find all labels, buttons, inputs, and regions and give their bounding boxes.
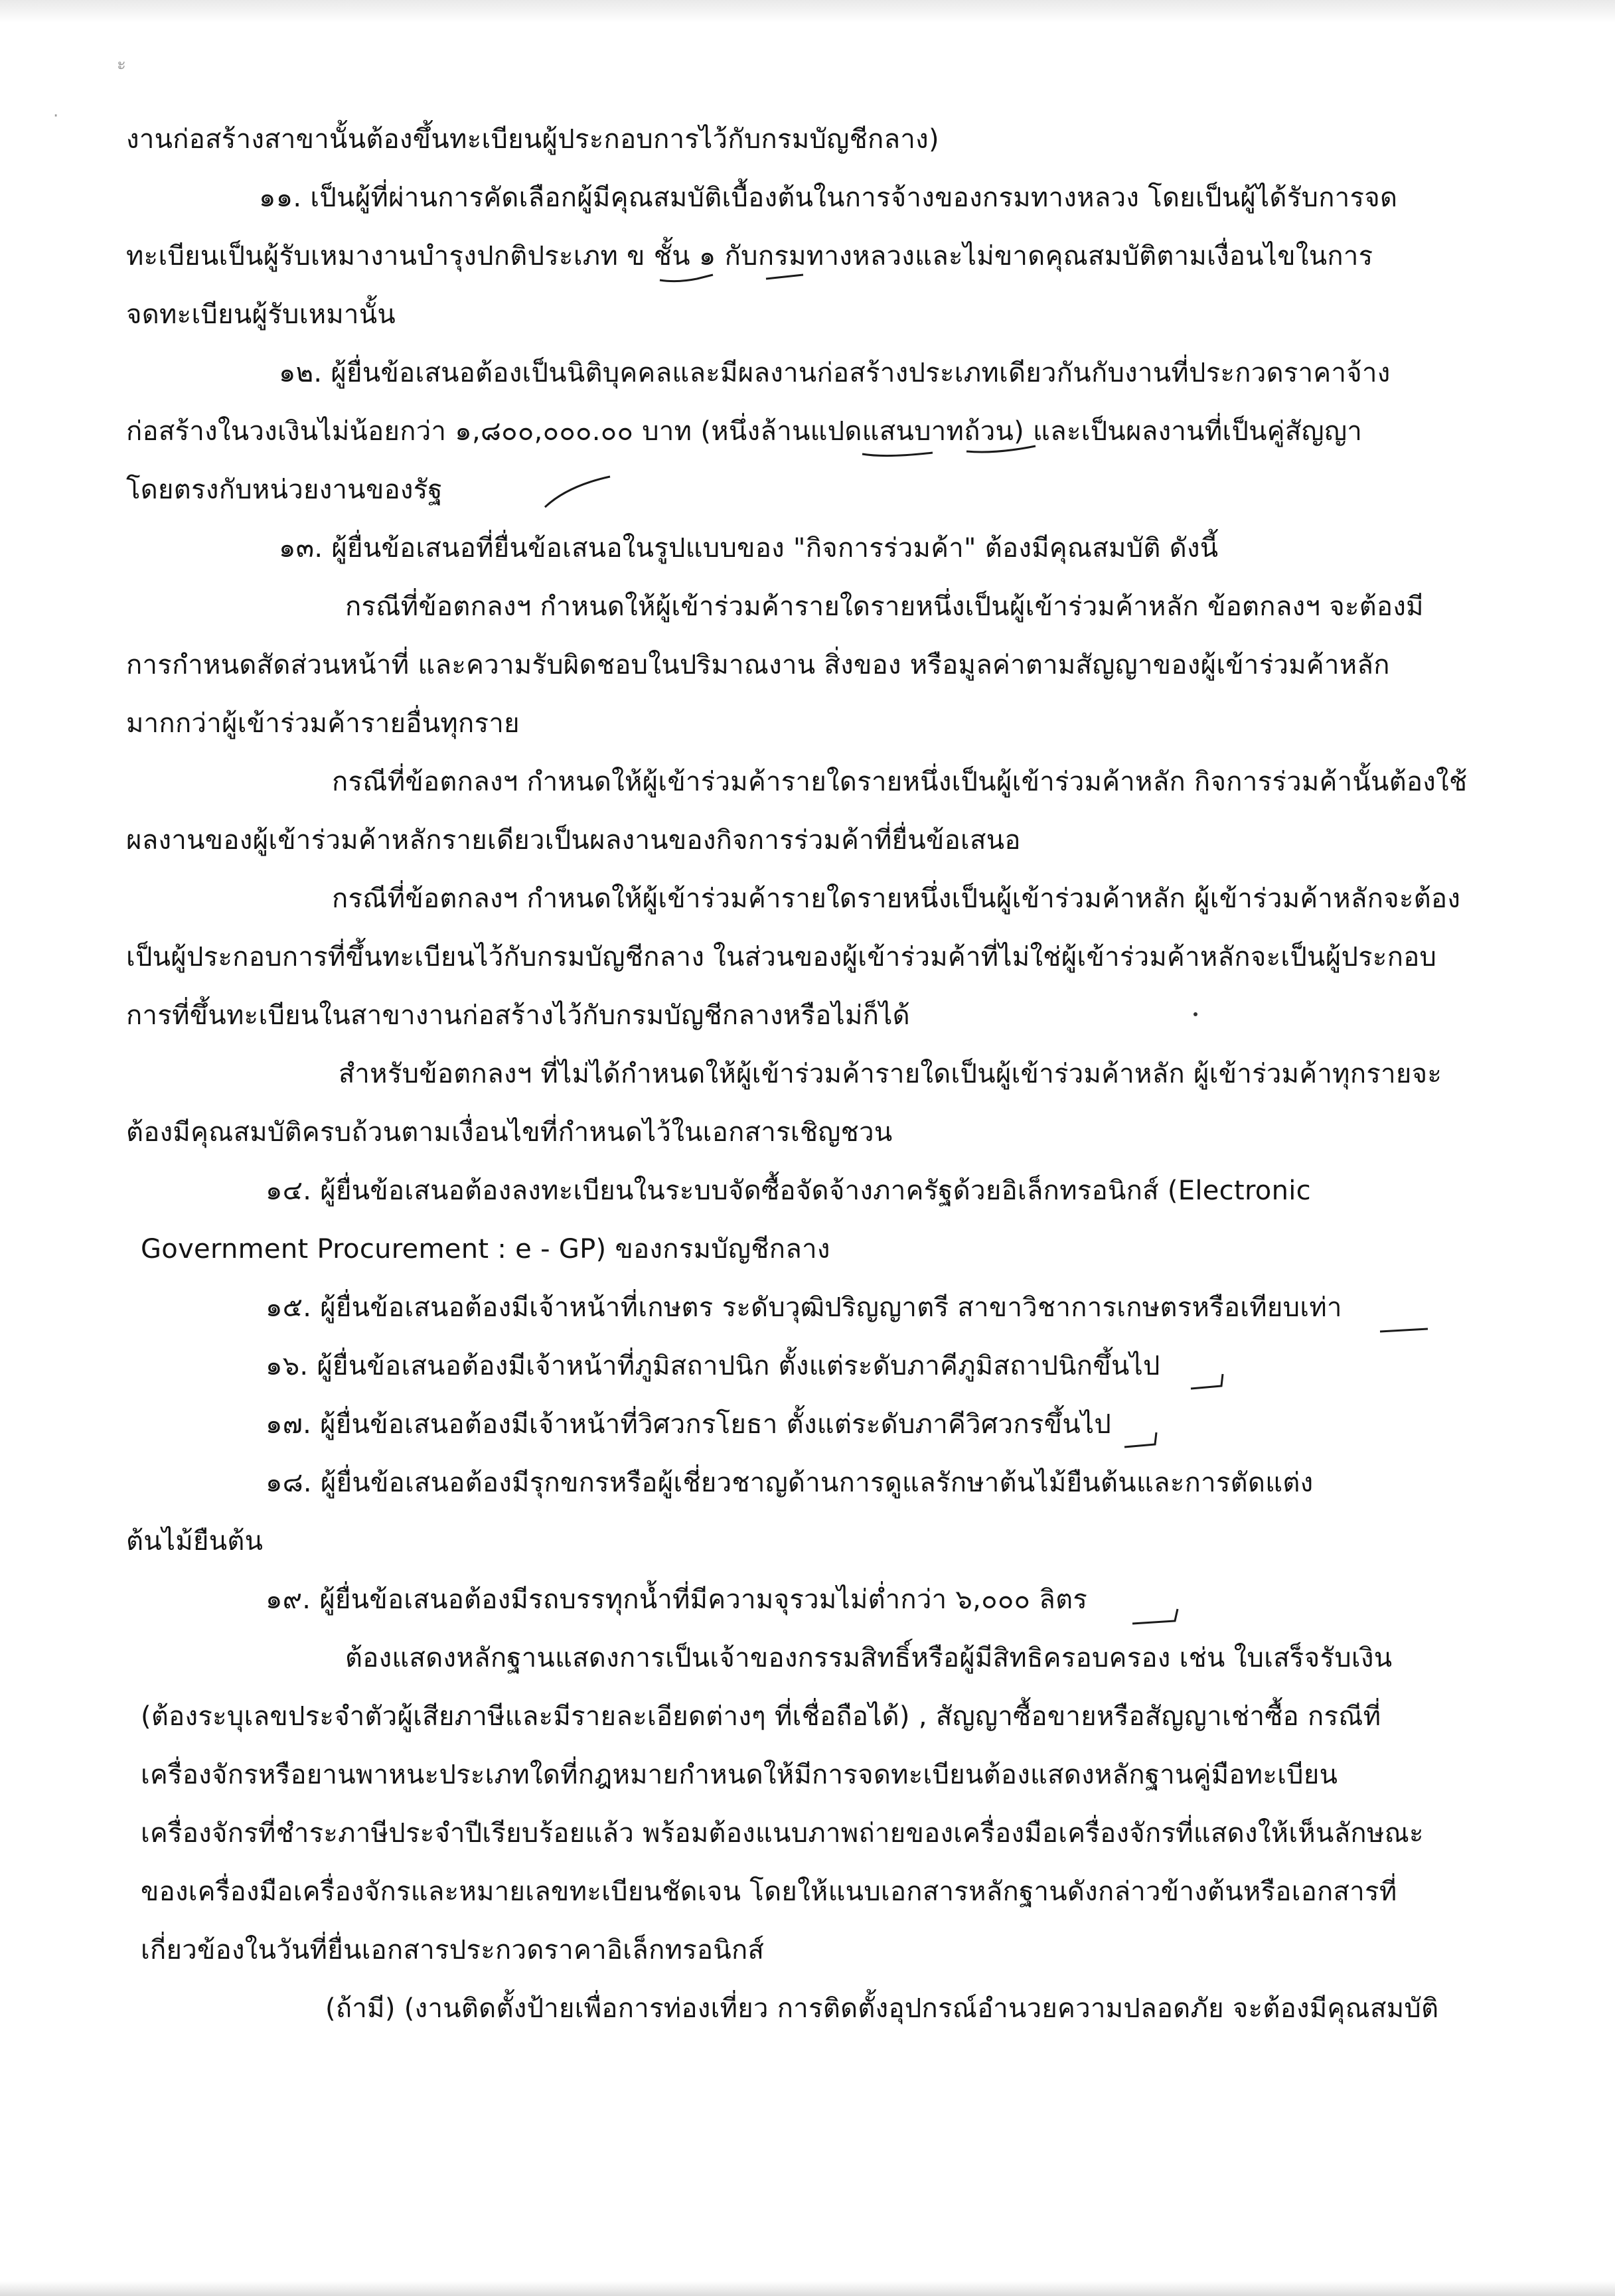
paragraph-line: เป็นผู้ประกอบการที่ขึ้นทะเบียนไว้กับกรมบัญชีกลาง ในส่วนของผู้เข้าร่วมค้าที่ไม่ใช่ผู้เข้าร่วมค้าหลักจะเป็นผู้ประกอบ — [126, 942, 1437, 972]
paragraph-line: งานก่อสร้างสาขานั้นต้องขึ้นทะเบียนผู้ประกอบการไว้กับกรมบัญชีกลาง) — [126, 124, 939, 155]
scan-speck: ะ — [117, 54, 126, 74]
pen-underline-mark — [1188, 1369, 1228, 1395]
pen-underline-mark — [1122, 1427, 1162, 1454]
clause-12-line: ๑๒. ผู้ยื่นข้อเสนอต้องเป็นนิติบุคคลและมีผลงานก่อสร้างประเภทเดียวกันกับงานที่ประกวดราคาจ้าง — [279, 358, 1391, 388]
paragraph-line: กรณีที่ข้อตกลงฯ กำหนดให้ผู้เข้าร่วมค้ารายใดรายหนึ่งเป็นผู้เข้าร่วมค้าหลัก ข้อตกลงฯ จะต้องมี — [345, 591, 1424, 622]
pen-underline-mark — [1377, 1320, 1430, 1339]
paragraph-line: โดยตรงกับหน่วยงานของรัฐ — [126, 475, 443, 505]
clause-18-line: ๑๘. ผู้ยื่นข้อเสนอต้องมีรุกขกรหรือผู้เชี่ยวชาญด้านการดูแลรักษาต้นไม้ยืนต้นและการตัดแต่ง — [266, 1468, 1314, 1498]
clause-14-line: ๑๔. ผู้ยื่นข้อเสนอต้องลงทะเบียนในระบบจัดซื้อจัดจ้างภาครัฐด้วยอิเล็กทรอนิกส์ (Electronic — [266, 1176, 1311, 1206]
pen-checkmark — [541, 473, 614, 512]
paragraph-line: เครื่องจักรหรือยานพาหนะประเภทใดที่กฎหมายกำหนดให้มีการจดทะเบียนต้องแสดงหลักฐานคู่มือทะเบียน — [141, 1760, 1338, 1790]
paragraph-line: ของเครื่องมือเครื่องจักรและหมายเลขทะเบียนชัดเจน โดยให้แนบเอกสารหลักฐานดังกล่าวข้างต้นหรือเอกสารที่ — [141, 1876, 1397, 1907]
paragraph-line: Government Procurement : e - GP) ของกรมบัญชีกลาง — [141, 1234, 830, 1264]
pen-underline-mark — [657, 260, 717, 287]
clause-13-line: ๑๓. ผู้ยื่นข้อเสนอที่ยื่นข้อเสนอในรูปแบบของ "กิจการร่วมค้า" ต้องมีคุณสมบัติ ดังนี้ — [279, 533, 1219, 564]
pen-underline-mark — [860, 437, 939, 461]
clause-15-line: ๑๕. ผู้ยื่นข้อเสนอต้องมีเจ้าหน้าที่เกษตร ระดับวุฒิปริญญาตรี สาขาวิชาการเกษตรหรือเทียบเท่า — [266, 1292, 1342, 1323]
pen-underline-mark — [962, 431, 1042, 458]
paragraph-line: ผลงานของผู้เข้าร่วมค้าหลักรายเดียวเป็นผลงานของกิจการร่วมค้าที่ยื่นข้อเสนอ — [126, 825, 1021, 856]
paragraph-line: การที่ขึ้นทะเบียนในสาขางานก่อสร้างไว้กับกรมบัญชีกลางหรือไม่ก็ได้ — [126, 1000, 910, 1031]
paragraph-line: มากกว่าผู้เข้าร่วมค้ารายอื่นทุกราย — [126, 708, 520, 739]
paragraph-line: กรณีที่ข้อตกลงฯ กำหนดให้ผู้เข้าร่วมค้ารายใดรายหนึ่งเป็นผู้เข้าร่วมค้าหลัก ผู้เข้าร่วมค้าหลักจะต้อง — [332, 883, 1461, 914]
pen-underline-mark — [763, 260, 810, 287]
paragraph-line: ต้องมีคุณสมบัติครบถ้วนตามเงื่อนไขที่กำหนดไว้ในเอกสารเชิญชวน — [126, 1117, 893, 1148]
paragraph-line: เกี่ยวข้องในวันที่ยื่นเอกสารประกวดราคาอิเล็กทรอนิกส์ — [141, 1935, 765, 1965]
clause-11-line: ๑๑. เป็นผู้ที่ผ่านการคัดเลือกผู้มีคุณสมบัติเบื้องต้นในการจ้างของกรมทางหลวง โดยเป็นผู้ได้รับการจด — [259, 183, 1398, 213]
paragraph-line: ก่อสร้างในวงเงินไม่น้อยกว่า ๑,๘๐๐,๐๐๐.๐๐ บาท (หนึ่งล้านแปดแสนบาทถ้วน) และเป็นผลงานที่เป็นคู่สัญญา — [126, 416, 1363, 447]
paragraph-line: (ถ้ามี) (งานติดตั้งป้ายเพื่อการท่องเที่ยว การติดตั้งอุปกรณ์อำนวยความปลอดภัย จะต้องมีคุณสมบัติ — [325, 1993, 1439, 2024]
scan-speck: · — [53, 106, 59, 126]
paragraph-line: ต้นไม้ยืนต้น — [126, 1526, 264, 1557]
paragraph-line: กรณีที่ข้อตกลงฯ กำหนดให้ผู้เข้าร่วมค้ารายใดรายหนึ่งเป็นผู้เข้าร่วมค้าหลัก กิจการร่วมค้านั้นต้องใช้ — [332, 767, 1468, 797]
paragraph-line: ต้องแสดงหลักฐานแสดงการเป็นเจ้าของกรรมสิทธิ์หรือผู้มีสิทธิครอบครอง เช่น ใบเสร็จรับเงิน — [345, 1643, 1393, 1673]
clause-19-line: ๑๙. ผู้ยื่นข้อเสนอต้องมีรถบรรทุกน้ำที่มีความจุรวมไม่ต่ำกว่า ๖,๐๐๐ ลิตร — [266, 1584, 1088, 1615]
paragraph-line: เครื่องจักรที่ชำระภาษีประจำปีเรียบร้อยแล้ว พร้อมต้องแนบภาพถ่ายของเครื่องมือเครื่องจักรที่แสดงให้เห็นลักษณะ — [141, 1818, 1424, 1849]
paragraph-line: (ต้องระบุเลขประจำตัวผู้เสียภาษีและมีรายละเอียดต่างๆ ที่เชื่อถือได้) , สัญญาซื้อขายหรือสัญญาเช่าซื้อ กรณีที่ — [141, 1701, 1381, 1732]
paragraph-line: สำหรับข้อตกลงฯ ที่ไม่ได้กำหนดให้ผู้เข้าร่วมค้ารายใดเป็นผู้เข้าร่วมค้าหลัก ผู้เข้าร่วมค้าทุกรายจะ — [339, 1059, 1442, 1089]
clause-17-line: ๑๗. ผู้ยื่นข้อเสนอต้องมีเจ้าหน้าที่วิศวกรโยธา ตั้งแต่ระดับภาคีวิศวกรขึ้นไป — [266, 1409, 1112, 1440]
paragraph-line: การกำหนดสัดส่วนหน้าที่ และความรับผิดชอบในปริมาณงาน สิ่งของ หรือมูลค่าตามสัญญาของผู้เข้าร่วมค้าหลัก — [126, 650, 1390, 680]
clause-16-line: ๑๖. ผู้ยื่นข้อเสนอต้องมีเจ้าหน้าที่ภูมิสถาปนิก ตั้งแต่ระดับภาคีภูมิสถาปนิกขึ้นไป — [266, 1351, 1160, 1381]
pen-underline-mark — [1128, 1601, 1188, 1633]
paragraph-line: ทะเบียนเป็นผู้รับเหมางานบำรุงปกติประเภท ข ชั้น ๑ กับกรมทางหลวงและไม่ขาดคุณสมบัติตามเงื่อนไขในการ — [126, 241, 1373, 271]
paragraph-line: จดทะเบียนผู้รับเหมานั้น — [126, 299, 396, 330]
pen-dot-mark — [1192, 1010, 1199, 1018]
